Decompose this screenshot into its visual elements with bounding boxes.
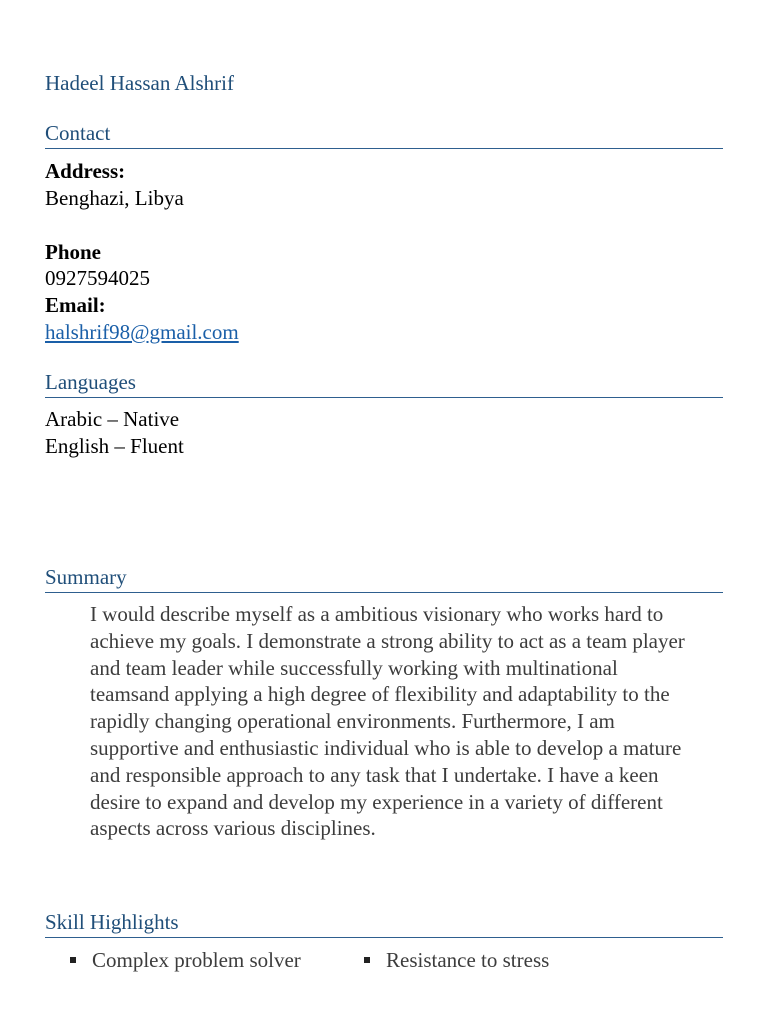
skill-label: Complex problem solver: [92, 948, 301, 972]
languages-heading: Languages: [45, 370, 723, 398]
summary-heading: Summary: [45, 565, 723, 593]
address-label: Address:: [45, 159, 126, 183]
phone-label: Phone: [45, 240, 102, 264]
skills-heading: Skill Highlights: [45, 910, 723, 938]
summary-body: [90, 601, 690, 842]
language-item-arabic: Arabic – Native: [45, 407, 180, 431]
language-item-english: English – Fluent: [45, 434, 184, 458]
address-value: Benghazi, Libya: [45, 186, 184, 210]
skill-item: [70, 948, 301, 972]
skill-label: Resistance to stress: [386, 948, 550, 972]
email-label: Email:: [45, 293, 106, 317]
contact-heading: Contact: [45, 121, 723, 149]
email-link[interactable]: halshrif98@gmail.com: [45, 320, 239, 344]
summary-text: I would describe myself as a ambitious visionary who works hard to achieve my goals. I demonstrate a strong ability to act as a team player and team leader while successfully working with multinational teamsand applying a high degree of flexibility and adaptability to the rapidly changing operational environments. Furthermore, I am supportive and enthusiastic individual who is able to develop a mature and responsible approach to any task that I undertake. I have a keen desire to expand and develop my experience in a variety of different aspects across various disciplines.: [90, 602, 685, 841]
bullet-icon: [364, 957, 370, 963]
skill-item: [364, 948, 549, 972]
bullet-icon: [70, 957, 76, 963]
candidate-name: Hadeel Hassan Alshrif: [45, 71, 234, 95]
phone-value: 0927594025: [45, 266, 150, 290]
